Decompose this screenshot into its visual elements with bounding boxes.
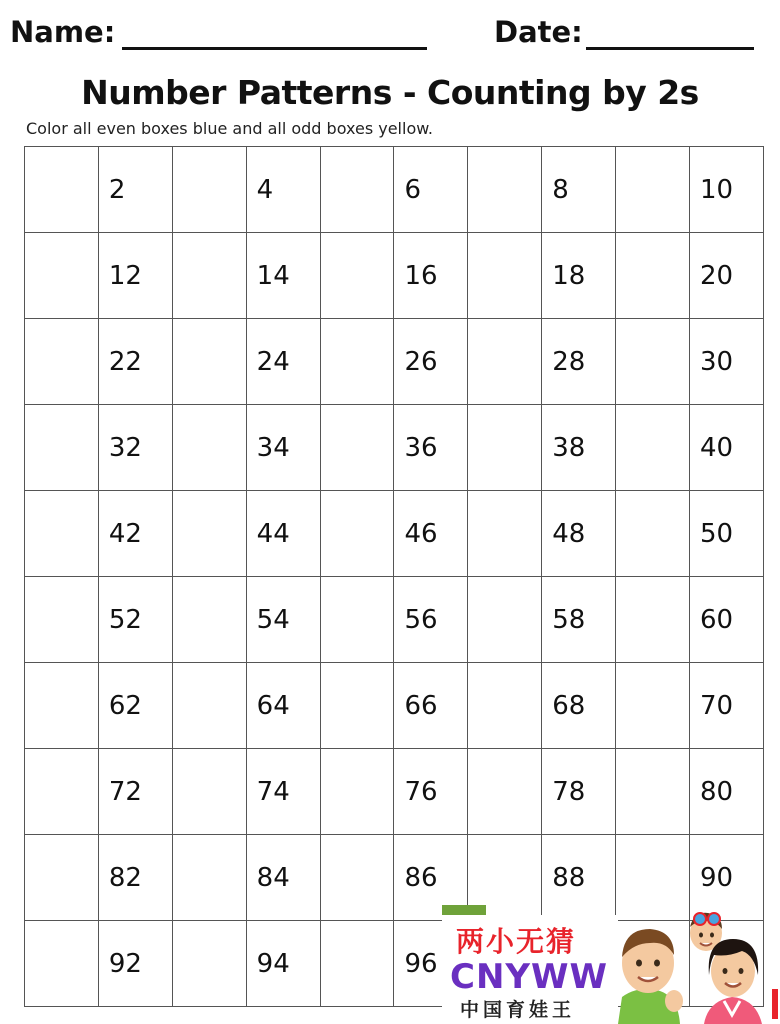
grid-cell[interactable]: 44 (246, 491, 320, 577)
grid-cell[interactable]: 18 (542, 233, 616, 319)
watermark-panel (442, 915, 618, 1024)
grid-row (25, 577, 764, 663)
grid-cell[interactable]: 12 (98, 233, 172, 319)
grid-cell[interactable]: 76 (394, 749, 468, 835)
grid-cell[interactable]: 26 (394, 319, 468, 405)
grid-cell[interactable]: 36 (394, 405, 468, 491)
grid-cell[interactable] (25, 663, 99, 749)
grid-cell[interactable] (320, 921, 394, 1007)
grid-cell[interactable] (468, 405, 542, 491)
watermark-line2: CNYWW (450, 957, 609, 997)
grid-cell[interactable] (616, 577, 690, 663)
grid-cell[interactable] (320, 147, 394, 233)
watermark-line3: 中国育娃王 (460, 999, 576, 1021)
grid-cell[interactable] (25, 147, 99, 233)
grid-row (25, 663, 764, 749)
grid-cell[interactable] (320, 491, 394, 577)
number-grid (24, 146, 764, 1007)
grid-cell[interactable]: 16 (394, 233, 468, 319)
grid-cell[interactable]: 80 (690, 749, 764, 835)
grid-cell[interactable]: 58 (542, 577, 616, 663)
grid-cell[interactable]: 20 (690, 233, 764, 319)
grid-cell[interactable]: 28 (542, 319, 616, 405)
name-label: Name: (10, 15, 116, 49)
grid-cell[interactable] (616, 147, 690, 233)
grid-cell[interactable]: 6 (394, 147, 468, 233)
grid-cell[interactable]: 78 (542, 749, 616, 835)
grid-cell[interactable] (616, 749, 690, 835)
grid-cell[interactable]: 14 (246, 233, 320, 319)
grid-cell[interactable] (25, 921, 99, 1007)
grid-cell[interactable] (616, 233, 690, 319)
grid-cell[interactable]: 82 (98, 835, 172, 921)
grid-cell[interactable]: 86 (394, 835, 468, 921)
cartoon-kids-illustration (608, 905, 780, 1024)
worksheet-header (10, 14, 770, 54)
grid-row (25, 749, 764, 835)
grid-cell[interactable] (25, 491, 99, 577)
grid-cell[interactable] (172, 921, 246, 1007)
grid-cell[interactable] (25, 835, 99, 921)
grid-cell[interactable] (172, 663, 246, 749)
grid-cell[interactable]: 68 (542, 663, 616, 749)
grid-cell[interactable]: 38 (542, 405, 616, 491)
grid-cell[interactable]: 40 (690, 405, 764, 491)
grid-cell[interactable] (25, 749, 99, 835)
watermark-logo (442, 905, 780, 1024)
grid-cell[interactable]: 8 (542, 147, 616, 233)
grid-cell[interactable]: 56 (394, 577, 468, 663)
grid-cell[interactable] (320, 749, 394, 835)
grid-cell[interactable]: 2 (98, 147, 172, 233)
grid-cell[interactable] (616, 405, 690, 491)
grid-cell[interactable]: 54 (246, 577, 320, 663)
grid-cell[interactable] (25, 319, 99, 405)
grid-cell[interactable]: 66 (394, 663, 468, 749)
grid-cell[interactable] (320, 319, 394, 405)
grid-cell[interactable]: 42 (98, 491, 172, 577)
grid-cell[interactable] (172, 147, 246, 233)
grid-cell[interactable] (172, 577, 246, 663)
grid-cell[interactable] (172, 319, 246, 405)
grid-cell[interactable] (468, 577, 542, 663)
grid-cell[interactable]: 88 (542, 835, 616, 921)
grid-cell[interactable]: 96 (394, 921, 468, 1007)
grid-cell[interactable]: 84 (246, 835, 320, 921)
grid-cell[interactable]: 60 (690, 577, 764, 663)
grid-cell[interactable]: 64 (246, 663, 320, 749)
grid-cell[interactable]: 62 (98, 663, 172, 749)
grid-cell[interactable] (320, 405, 394, 491)
page-title: Number Patterns - Counting by 2s (81, 73, 699, 112)
grid-cell[interactable]: 10 (690, 147, 764, 233)
grid-cell[interactable] (468, 663, 542, 749)
grid-cell[interactable] (616, 491, 690, 577)
grid-row (25, 491, 764, 577)
grid-row (25, 147, 764, 233)
grid-cell[interactable] (172, 749, 246, 835)
grid-cell[interactable]: 24 (246, 319, 320, 405)
grid-cell[interactable]: 4 (246, 147, 320, 233)
grid-cell[interactable] (172, 233, 246, 319)
grid-cell[interactable] (25, 577, 99, 663)
date-label: Date: (494, 15, 583, 49)
grid-cell[interactable]: 94 (246, 921, 320, 1007)
grid-cell[interactable]: 46 (394, 491, 468, 577)
grid-cell[interactable] (616, 319, 690, 405)
grid-row (25, 405, 764, 491)
grid-cell[interactable]: 52 (98, 577, 172, 663)
grid-cell[interactable]: 90 (690, 835, 764, 921)
grid-cell[interactable] (468, 749, 542, 835)
grid-cell[interactable] (616, 663, 690, 749)
grid-cell[interactable]: 34 (246, 405, 320, 491)
grid-cell[interactable]: 32 (98, 405, 172, 491)
grid-cell[interactable] (468, 233, 542, 319)
grid-cell[interactable] (172, 405, 246, 491)
grid-row (25, 233, 764, 319)
date-field[interactable] (586, 47, 754, 50)
grid-cell[interactable] (320, 663, 394, 749)
name-field[interactable] (122, 47, 427, 50)
grid-cell[interactable] (25, 233, 99, 319)
grid-cell[interactable] (25, 405, 99, 491)
grid-cell[interactable]: 22 (98, 319, 172, 405)
grid-cell[interactable] (468, 147, 542, 233)
grid-cell[interactable]: 50 (690, 491, 764, 577)
grid-cell[interactable]: 92 (98, 921, 172, 1007)
grid-cell[interactable] (468, 319, 542, 405)
grid-cell[interactable] (468, 491, 542, 577)
grid-cell[interactable]: 70 (690, 663, 764, 749)
grid-cell[interactable] (320, 835, 394, 921)
grid-cell[interactable] (172, 491, 246, 577)
instructions-text: Color all even boxes blue and all odd boxes yellow. (26, 119, 433, 138)
grid-row (25, 319, 764, 405)
grid-cell[interactable] (172, 835, 246, 921)
grid-cell[interactable]: 72 (98, 749, 172, 835)
grid-cell[interactable]: 30 (690, 319, 764, 405)
grid-cell[interactable] (320, 577, 394, 663)
grid-cell[interactable]: 48 (542, 491, 616, 577)
grid-cell[interactable] (320, 233, 394, 319)
grid-cell[interactable]: 74 (246, 749, 320, 835)
watermark-line1: 两小无猜 (456, 925, 577, 958)
